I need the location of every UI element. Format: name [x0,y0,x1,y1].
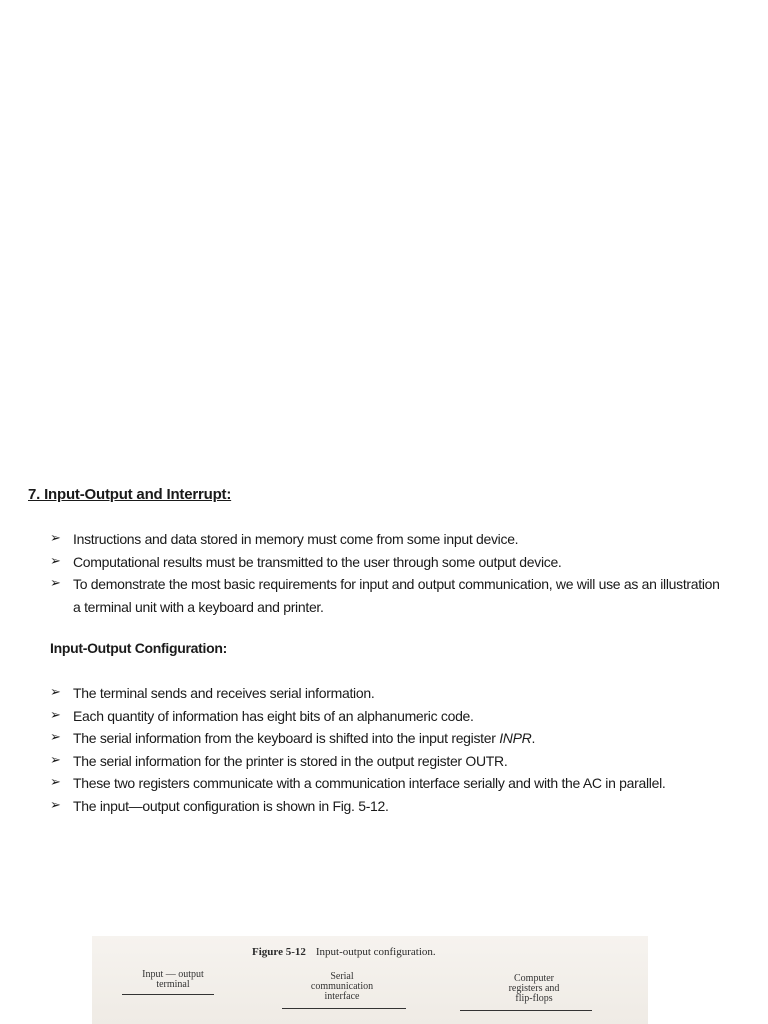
interface-label: Serial communication interface [310,971,374,1002]
bullet-text: Instructions and data stored in memory must come from some input device. [73,531,519,547]
arrowhead-bullet-icon: ➢ [50,707,61,723]
bullet-text: The terminal sends and receives serial information. [73,685,375,701]
figure-caption [252,946,436,958]
bullet-text: Computational results must be transmitted to the user through some output device. [73,553,562,570]
arrowhead-bullet-icon: ➢ [50,531,61,546]
list-item [50,705,666,728]
arrowhead-bullet-icon: ➢ [50,775,61,790]
arrowhead-bullet-icon: ➢ [50,685,61,700]
list-item [50,682,666,705]
figure-title: Input-output configuration. [315,946,436,958]
arrowhead-bullet-icon: ➢ [50,553,61,569]
config-subheading: Input-Output Configuration: [50,640,227,656]
bullet-text: The serial information for the printer is stored in the output register OUTR. [73,752,508,769]
section-heading: 7. Input-Output and Interrupt: [28,486,232,503]
bullet-text: These two registers communicate with a communication interface serially and with the AC in parallel. [73,775,666,791]
registers-box-edge [460,1010,592,1011]
arrowhead-bullet-icon: ➢ [50,730,61,745]
config-bullet-list [50,682,666,817]
arrowhead-bullet-icon: ➢ [50,752,61,768]
intro-bullet-list [50,528,723,618]
arrowhead-bullet-icon: ➢ [50,576,61,591]
list-item [50,573,723,618]
registers-label: Computer registers and flip-flops [508,973,560,1004]
list-item [50,551,723,574]
figure-number: Figure 5-12 [252,946,306,958]
bullet-text-prefix: The serial information from the keyboard is shifted into the input register [73,730,500,746]
figure-scan [92,936,648,1024]
interface-box-edge [282,1008,406,1009]
terminal-label: Input — output terminal [142,969,204,990]
bullet-text: To demonstrate the most basic requirements for input and output communication, we will use as an illustration a terminal unit with a keyboard and printer. [73,576,720,615]
list-item [50,772,666,795]
bullet-text-suffix: . [531,730,536,746]
bullet-text: The input—output configuration is shown in Fig. 5-12. [73,797,389,814]
terminal-box-edge [122,994,214,995]
list-item [50,750,666,773]
arrowhead-bullet-icon: ➢ [50,797,61,813]
list-item [50,727,666,750]
list-item [50,795,666,818]
register-name-inpr: INPR [499,730,532,746]
list-item [50,528,723,551]
bullet-text: Each quantity of information has eight bits of an alphanumeric code. [73,707,474,724]
